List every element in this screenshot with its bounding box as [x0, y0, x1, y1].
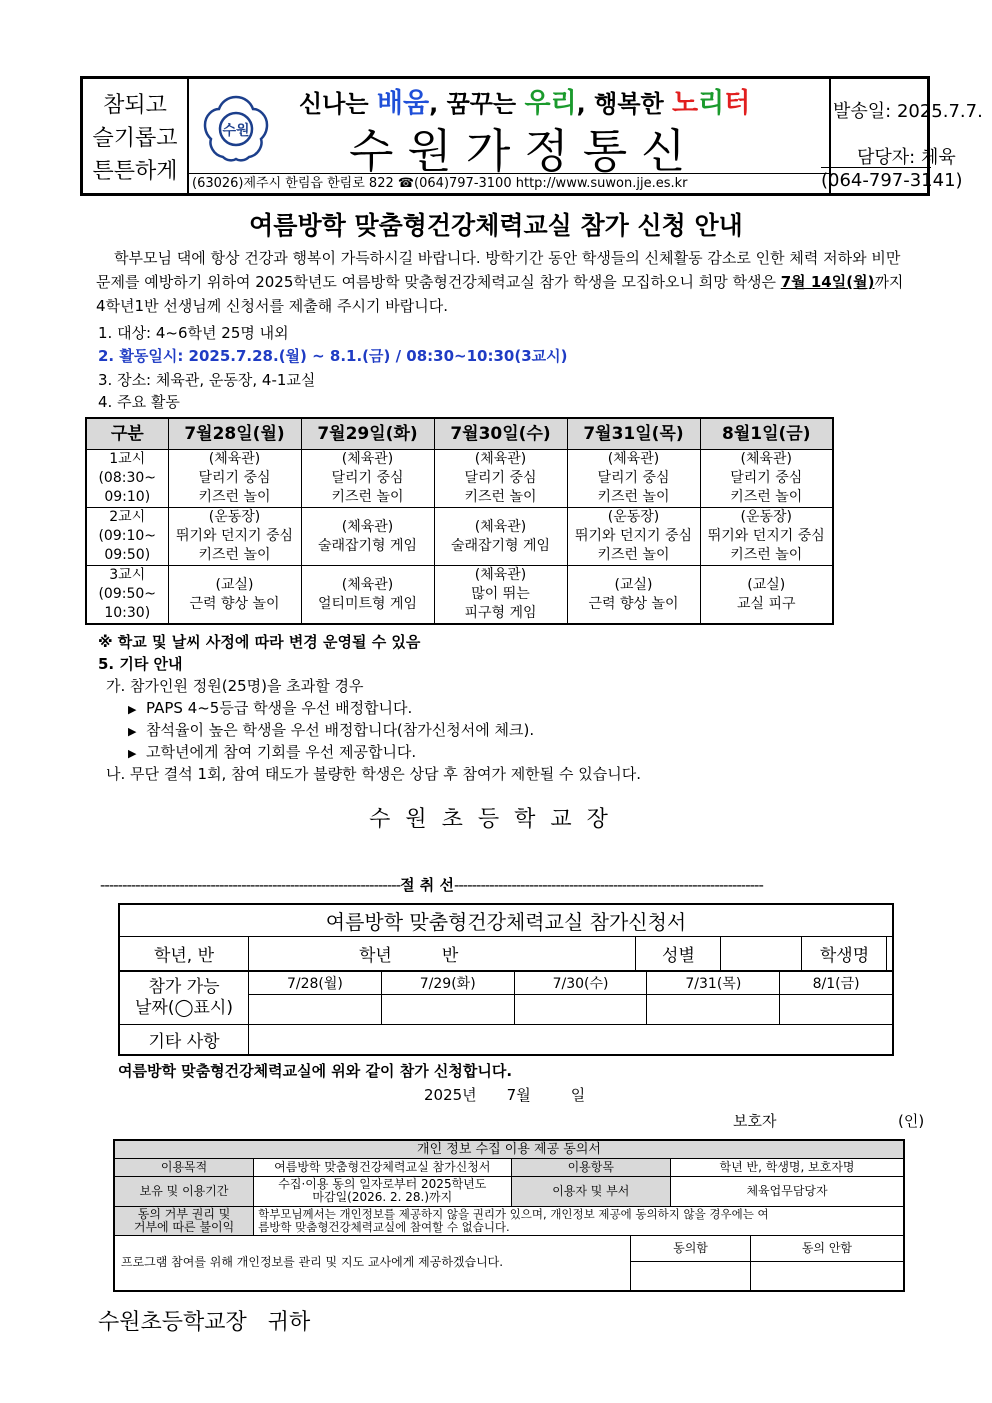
- date-check-cell[interactable]: [381, 995, 514, 1025]
- activity-line: (교실): [215, 576, 254, 593]
- date-check-cell[interactable]: [780, 995, 893, 1025]
- etc-bullet: ▶ 고학년에게 참여 기회를 우선 제공합니다.: [128, 743, 417, 761]
- schedule-row: [86, 508, 833, 566]
- gender-label: 성별: [636, 937, 721, 971]
- date-check-cell[interactable]: [249, 995, 382, 1025]
- schedule-header-cell: 7월29일(화): [301, 418, 434, 450]
- date-year: 2025년: [424, 1086, 477, 1104]
- school-address: (63026)제주시 한림읍 한림로 822 ☎(064)797-3100 http://www.suwon.jje.es.kr: [189, 173, 829, 193]
- period-cell: [86, 566, 168, 625]
- schedule-header-cell: 7월31일(목): [567, 418, 700, 450]
- activity-cell: [301, 566, 434, 625]
- period-label: 보유 및 이용기간: [114, 1176, 254, 1206]
- activity-cell: [168, 508, 301, 566]
- refuse-line: 학부모님께서는 개인정보를 제공하지 않을 권리가 있으며, 개인정보 제공에 동의하지 않을 경우에는 여: [258, 1206, 769, 1221]
- activity-cell: [168, 566, 301, 625]
- activity-cell: [567, 566, 700, 625]
- agree-label: 동의함: [631, 1235, 751, 1261]
- slogan-part: 신나는: [299, 90, 377, 118]
- dates-label-2: 날짜(◯표시): [135, 998, 233, 1018]
- activity-line: 많이 뛰는: [471, 586, 530, 602]
- activity-line: (교실): [614, 576, 653, 593]
- activity-cell: [567, 450, 700, 508]
- etc-bullet: ▶ PAPS 4~5등급 학생을 우선 배정합니다.: [128, 699, 413, 717]
- refuse-line: 름방학 맞춤형건강체력교실에 참여할 수 없습니다.: [258, 1219, 510, 1234]
- manager-phone: (064-797-3141): [821, 167, 931, 191]
- period-line: 2교시: [109, 509, 146, 525]
- class-text: 반: [441, 946, 459, 966]
- intro-text-post: 까지 4학년1반 선생님께 신청서를 제출해 주시기 바랍니다.: [96, 273, 904, 315]
- period-cell: [86, 450, 168, 508]
- schedule-header-cell: 8월1일(금): [700, 418, 833, 450]
- activity-line: (체육관): [341, 576, 394, 593]
- dates-label: [120, 972, 249, 1025]
- motto-line: 슬기롭고: [92, 126, 178, 151]
- activity-line: (체육관): [607, 451, 660, 467]
- date-day: 일: [570, 1086, 586, 1104]
- activity-line: 피구형 게임: [464, 605, 537, 621]
- disagree-label: 동의 안함: [750, 1235, 904, 1261]
- slogan-part: 리: [698, 88, 725, 119]
- schedule-table: [85, 417, 834, 625]
- guardian-seal: (인): [898, 1112, 925, 1130]
- principal-sign: 수원초등학교장: [369, 807, 623, 832]
- period-cell: [86, 508, 168, 566]
- date-check-cell[interactable]: [647, 995, 780, 1025]
- date-header: 7/30(수): [514, 972, 647, 995]
- activity-line: (체육관): [208, 451, 261, 467]
- consent-statement: 프로그램 참여를 위해 개인정보를 관리 및 지도 교사에게 제공하겠습니다.: [114, 1235, 631, 1291]
- activity-line: 뛰기와 던지기 중심: [574, 528, 693, 544]
- schedule-header-row: [86, 418, 833, 450]
- period-line: 09:50): [104, 547, 151, 563]
- school-motto: [83, 79, 189, 193]
- date-header: 7/28(월): [249, 972, 382, 995]
- period-line: (08:30~: [98, 470, 157, 486]
- activity-line: (체육관): [341, 451, 394, 467]
- grade-text: 학년: [359, 946, 392, 966]
- date-header: 7/29(화): [381, 972, 514, 995]
- activity-line: 교실 피구: [736, 595, 796, 612]
- slogan-part: , 꿈꾸는: [429, 90, 525, 118]
- activity-line: 술래잡기형 게임: [450, 537, 551, 554]
- period-line: 마감일(2026. 2. 28.)까지: [312, 1190, 453, 1204]
- activity-cell: [434, 566, 567, 625]
- activity-line: 근력 향상 놀이: [189, 595, 280, 612]
- consent-title: 개인 정보 수집 이용 제공 동의서: [114, 1140, 904, 1158]
- etc-heading: 5. 기타 안내: [98, 655, 183, 673]
- period-line: 수집·이용 동의 일자로부터 2025학년도: [278, 1177, 487, 1191]
- bullet-text: 고학년에게 참여 기회를 우선 제공합니다.: [146, 743, 417, 761]
- intro-text: 학부모님 댁에 항상 건강과 행복이 가득하시길 바랍니다. 방학기간 동안 학생들의 신체활동 감소로 인한 체력 저하와 비만 문제를 예방하기 위하여 2025학년도 여름방학 맞춤형건강체력교실 참가 학생을 모집하오니 희망 학생은: [96, 249, 901, 291]
- activity-line: (체육관): [474, 567, 527, 583]
- activity-line: (체육관): [474, 518, 527, 535]
- activity-line: (체육관): [474, 451, 527, 467]
- slogan-part: 우리: [524, 88, 577, 119]
- schedule-header-cell: 구분: [86, 418, 168, 450]
- grade-class-input[interactable]: [249, 937, 636, 971]
- activity-line: 키즈런 놀이: [597, 489, 670, 505]
- activity-line: 달리기 중심: [464, 470, 537, 486]
- footer-recipient: 수원초등학교장 귀하: [98, 1310, 311, 1335]
- consent-table: [113, 1139, 905, 1292]
- slogan-part: 터: [724, 88, 751, 119]
- gender-input[interactable]: [721, 937, 802, 971]
- period-line: (09:10~: [98, 528, 157, 544]
- sent-date: 발송일: 2025.7.7.: [833, 101, 983, 122]
- activity-line: 달리기 중심: [198, 470, 271, 486]
- user-value: 체육업무담당자: [671, 1176, 904, 1206]
- item-target: 1. 대상: 4~6학년 25명 내외: [98, 324, 289, 342]
- period-line: (09:50~: [98, 586, 157, 602]
- activity-line: 달리기 중심: [331, 470, 404, 486]
- activity-line: 키즈런 놀이: [331, 489, 404, 505]
- activity-cell: [434, 508, 567, 566]
- activity-line: (운동장): [740, 509, 792, 525]
- items-value: 학년 반, 학생명, 보호자명: [671, 1158, 904, 1176]
- activity-line: (교실): [747, 576, 786, 593]
- activity-cell: [434, 450, 567, 508]
- purpose-value: 여름방학 맞춤형건강체력교실 참가신청서: [254, 1158, 511, 1176]
- schedule-note: ※ 학교 및 날씨 사정에 따라 변경 운영될 수 있음: [98, 633, 421, 651]
- cut-line: --------------------------------------------------------------------절 취 선----------------------------------------------------------------------: [100, 876, 763, 894]
- cut-label: 절 취 선: [400, 876, 454, 894]
- bullet-text: PAPS 4~5등급 학생을 우선 배정합니다.: [146, 699, 413, 717]
- schedule-row: [86, 566, 833, 625]
- activity-line: 얼티미트형 게임: [317, 595, 418, 612]
- refuse-label-line: 거부에 따른 불이익: [133, 1219, 235, 1234]
- activity-cell: [700, 450, 833, 508]
- item-schedule: 2. 활동일시: 2025.7.28.(월) ~ 8.1.(금) / 08:30~10:30(3교시): [98, 347, 568, 365]
- page-title: 여름방학 맞춤형건강체력교실 참가 신청 안내: [249, 211, 743, 240]
- activity-line: 키즈런 놀이: [597, 547, 670, 563]
- activity-line: (체육관): [740, 451, 792, 467]
- user-label: 이용자 및 부서: [511, 1176, 671, 1206]
- grade-class-label: 학년, 반: [120, 937, 249, 971]
- slogan-part: 배움: [376, 88, 430, 119]
- date-line: [424, 1084, 585, 1105]
- activity-line: (체육관): [341, 518, 394, 535]
- activity-line: (운동장): [607, 509, 660, 525]
- motto-line: 참되고: [103, 93, 167, 118]
- period-line: 09:10): [104, 489, 151, 505]
- activity-line: 뛰기와 던지기 중심: [707, 528, 825, 544]
- manager: 담당자: 체육: [857, 147, 956, 168]
- activity-cell: [168, 450, 301, 508]
- refuse-label: [114, 1206, 254, 1235]
- activity-line: 근력 향상 놀이: [588, 595, 679, 612]
- activity-line: 달리기 중심: [730, 470, 803, 486]
- student-name-input[interactable]: [887, 937, 893, 971]
- purpose-label: 이용목적: [114, 1158, 254, 1176]
- schedule-row: [86, 450, 833, 508]
- date-header: 8/1(금): [780, 972, 893, 995]
- activity-cell: [700, 508, 833, 566]
- activity-cell: [301, 508, 434, 566]
- logo-text: 수원: [222, 123, 250, 139]
- etc-label: 기타 사항: [120, 1025, 249, 1055]
- refuse-text: [254, 1206, 904, 1235]
- date-month: 7월: [506, 1086, 531, 1104]
- intro-deadline: 7월 14일(월): [780, 273, 875, 291]
- dates-label-1: 참가 가능: [148, 977, 220, 997]
- etc-bullet: ▶ 참석율이 높은 학생을 우선 배정합니다(참가신청서에 체크).: [128, 721, 535, 739]
- newsletter-header: [80, 76, 983, 196]
- motto-line: 튼튼하게: [92, 159, 178, 184]
- header-center: [189, 79, 831, 193]
- etc-na: 나. 무단 결석 1회, 참여 태도가 불량한 학생은 상담 후 참여가 제한될 수 있습니다.: [106, 765, 642, 783]
- period-line: 1교시: [109, 451, 146, 467]
- application-form: [118, 903, 894, 1056]
- disagree-check[interactable]: [750, 1261, 904, 1291]
- apply-statement: 여름방학 맞춤형건강체력교실에 위와 같이 참가 신청합니다.: [118, 1062, 513, 1080]
- activity-cell: [567, 508, 700, 566]
- item-activities: 4. 주요 활동: [98, 393, 180, 411]
- date-header: 7/31(목): [647, 972, 780, 995]
- activity-line: 키즈런 놀이: [464, 489, 537, 505]
- activity-line: (운동장): [208, 509, 261, 525]
- period-value: [254, 1176, 511, 1206]
- date-check-cell[interactable]: [514, 995, 647, 1025]
- activity-cell: [301, 450, 434, 508]
- form-title: 여름방학 맞춤형건강체력교실 참가신청서: [120, 905, 893, 937]
- activity-line: 키즈런 놀이: [730, 489, 803, 505]
- schedule-header-cell: 7월30일(수): [434, 418, 567, 450]
- schedule-header-cell: 7월28일(월): [168, 418, 301, 450]
- agree-check[interactable]: [631, 1261, 751, 1291]
- activity-line: 키즈런 놀이: [198, 489, 271, 505]
- bullet-text: 참석율이 높은 학생을 우선 배정합니다(참가신청서에 체크).: [146, 721, 535, 739]
- period-line: 3교시: [109, 567, 146, 583]
- period-line: 10:30): [104, 605, 151, 621]
- intro-paragraph: [96, 246, 916, 318]
- slogan-part: 노: [672, 88, 699, 119]
- student-name-label: 학생명: [802, 937, 887, 971]
- activity-line: 술래잡기형 게임: [317, 537, 418, 554]
- header-info: [821, 79, 983, 193]
- activity-line: 달리기 중심: [597, 470, 670, 486]
- etc-ga: 가. 참가인원 정원(25명)을 초과할 경우: [106, 677, 364, 695]
- activity-line: 키즈런 놀이: [730, 547, 803, 563]
- guardian-label: 보호자: [733, 1112, 777, 1130]
- slogan-part: , 행복한: [576, 90, 673, 118]
- item-place: 3. 장소: 체육관, 운동장, 4-1교실: [98, 371, 316, 389]
- refuse-label-line: 동의 거부 권리 및: [137, 1206, 231, 1221]
- activity-line: 뛰기와 던지기 중심: [175, 528, 294, 544]
- school-logo-icon: [201, 93, 271, 163]
- etc-input[interactable]: [249, 1025, 893, 1055]
- activity-line: 키즈런 놀이: [198, 547, 271, 563]
- activity-cell: [700, 566, 833, 625]
- newsletter-name: 수원가정통신: [349, 124, 700, 178]
- items-label: 이용항목: [511, 1158, 671, 1176]
